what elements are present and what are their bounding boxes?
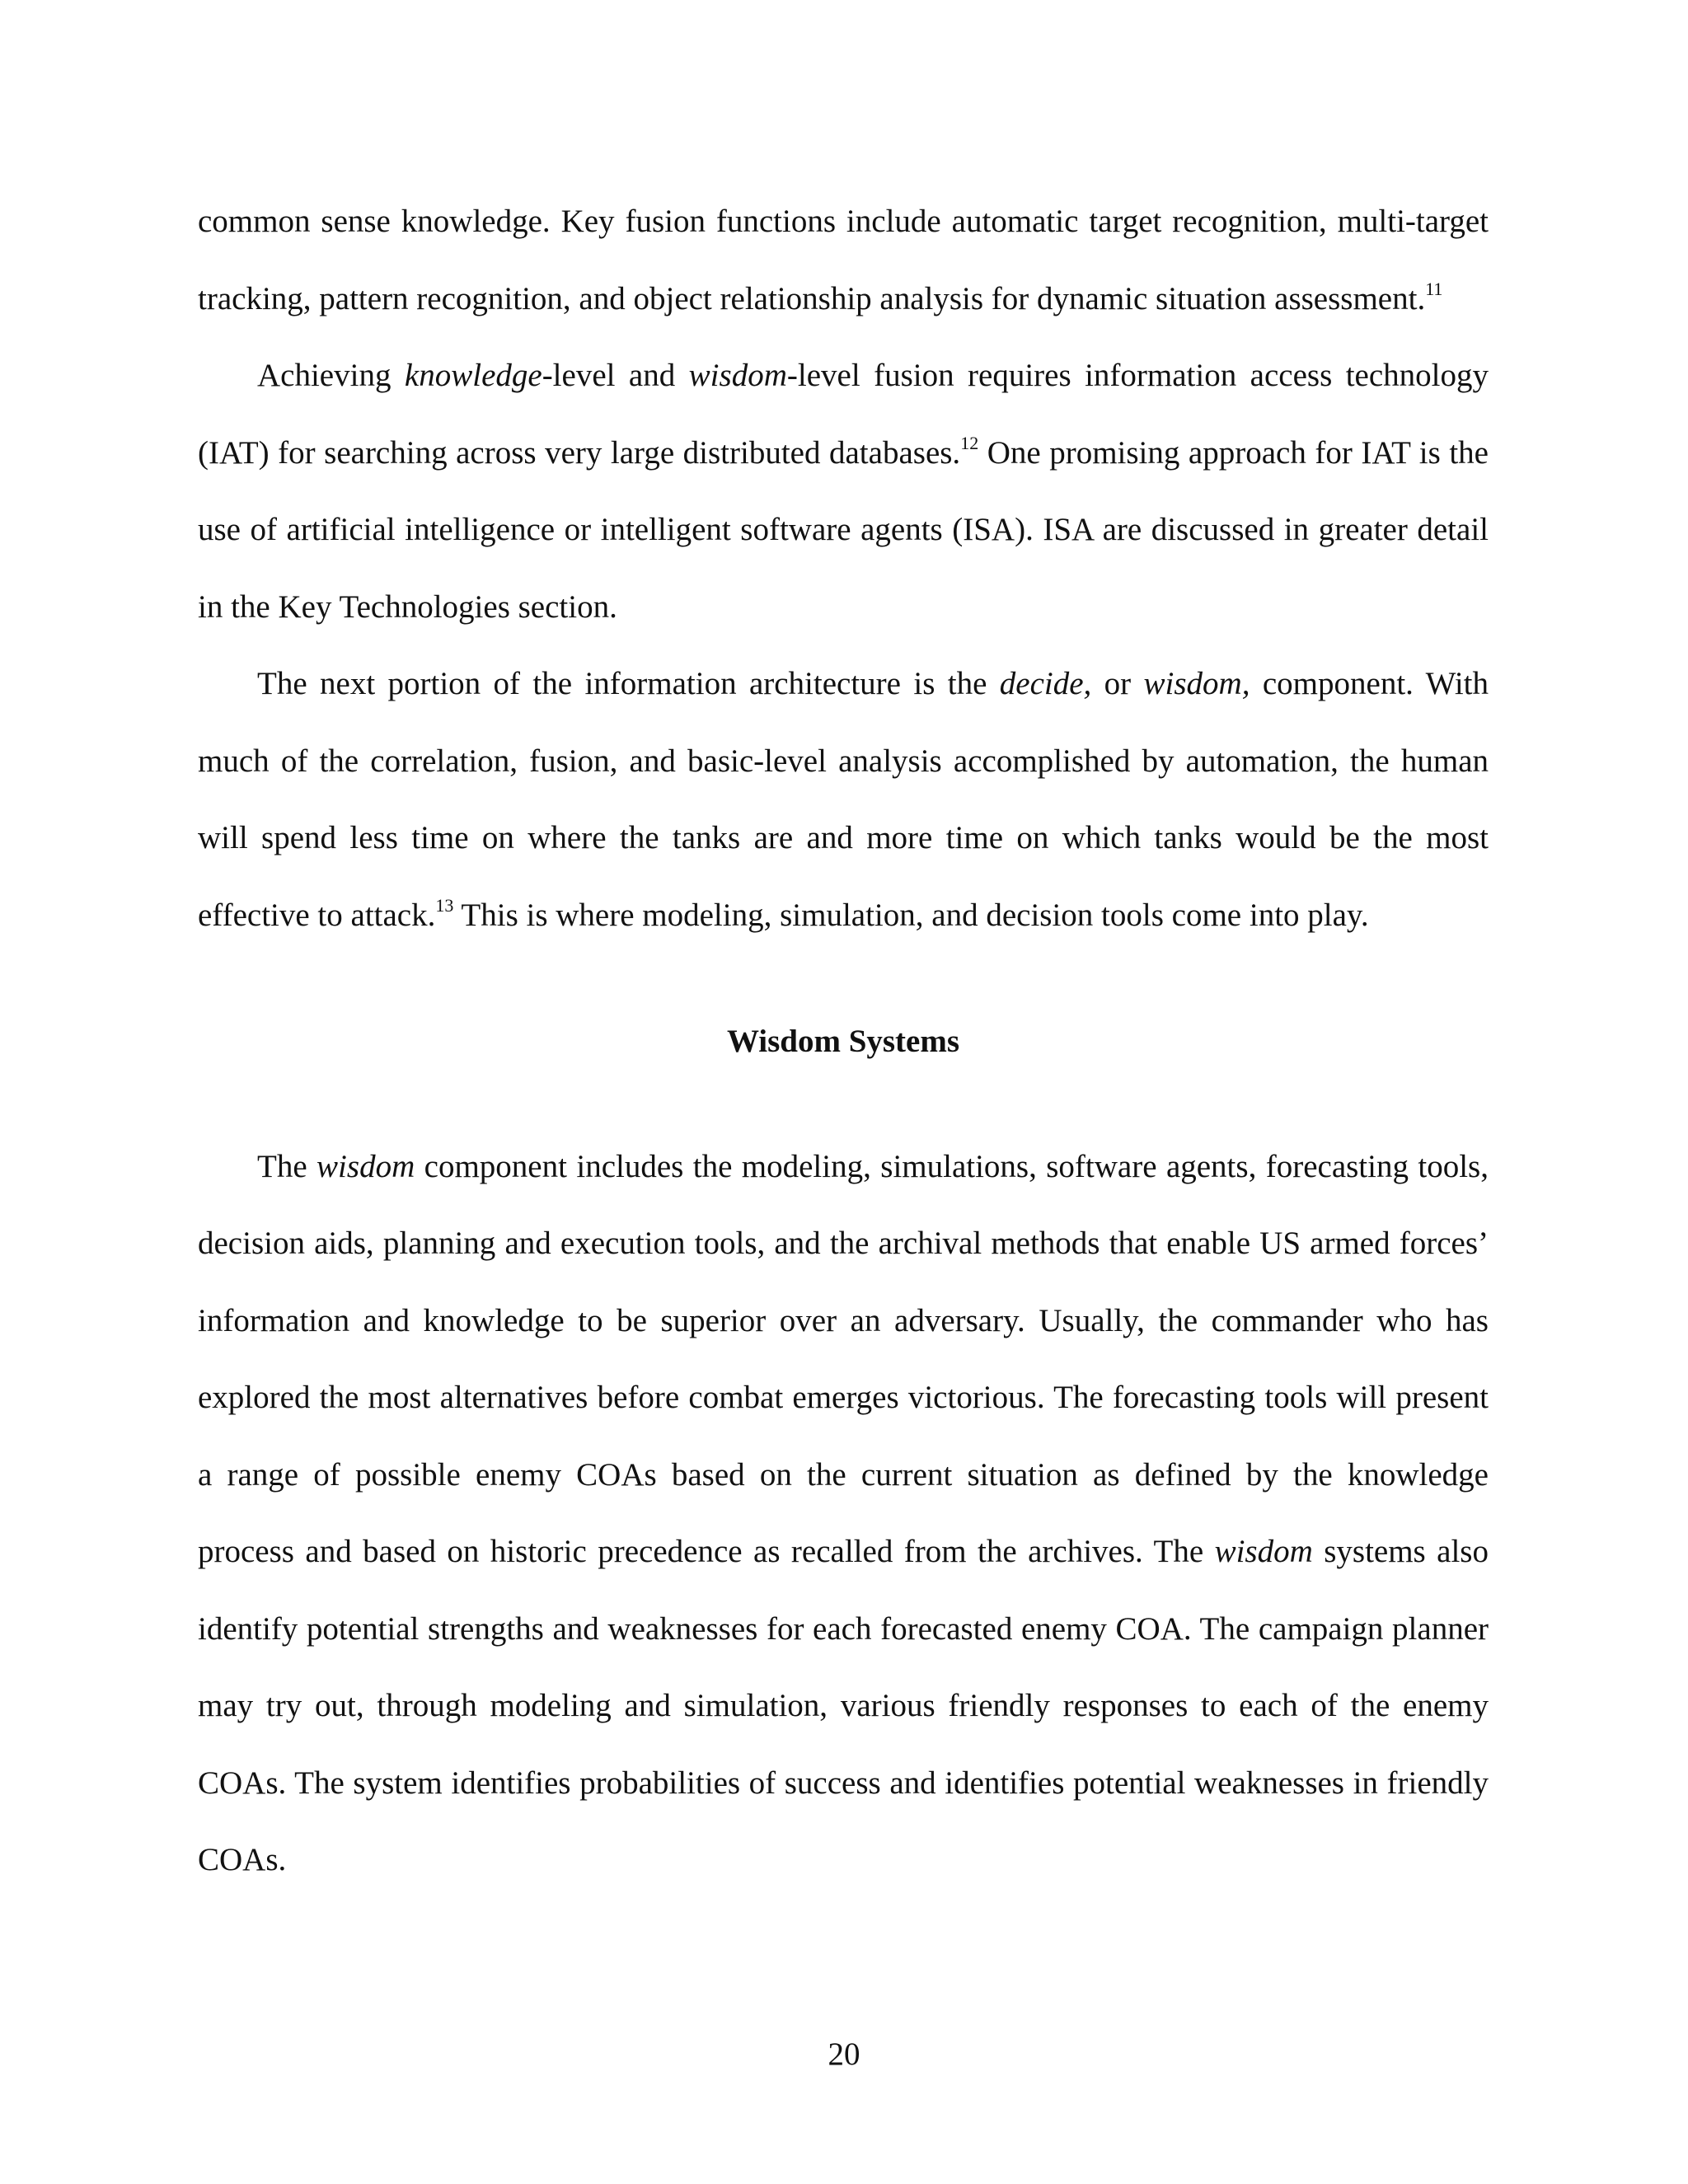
document-body — [198, 183, 1489, 1899]
footnote-ref-11: 11 — [1425, 278, 1443, 299]
section-heading: Wisdom Systems — [726, 1024, 960, 1059]
paragraph-2-text-3: -level fusion requires information access technology (IAT) for searching across very large distributed databases. — [198, 358, 1489, 471]
section-paragraph-1-text-1: The — [257, 1148, 317, 1184]
paragraph-3 — [198, 645, 1489, 954]
paragraph-3-emphasis-wisdom: wisdom, — [1143, 666, 1250, 701]
paragraph-2-emphasis-knowledge: knowledge — [404, 358, 542, 393]
paragraph-2-emphasis-wisdom: wisdom — [688, 358, 787, 393]
paragraph-2 — [198, 337, 1489, 645]
paragraph-3-text-1: The next portion of the information architecture is the — [257, 666, 1000, 701]
section-paragraph-1-text-3: systems also identify potential strengths and weaknesses for each forecasted enemy COA. The campaign planner may try out, through modeling and simulation, various friendly responses to each of the enemy COAs. The system identifies probabilities of success and identifies potential weaknesses in friendly COAs. — [198, 1534, 1489, 1877]
paragraph-3-text-4: This is where modeling, simulation, and decision tools come into play. — [453, 897, 1369, 933]
paragraph-3-text-3: component. With much of the correlation, fusion, and basic-level analysis accomplished by automation, the human will spend less time on where the tanks are and more time on which tanks would be the most effective to attack. — [198, 666, 1489, 933]
paragraph-2-text-2: -level and — [542, 358, 689, 393]
paragraph-3-emphasis-decide: decide, — [999, 666, 1092, 701]
section-paragraph-1-emphasis-wisdom-1: wisdom — [316, 1148, 415, 1184]
page-number: 20 — [828, 2036, 860, 2072]
section-paragraph-1-emphasis-wisdom-2: wisdom — [1214, 1534, 1313, 1569]
paragraph-1 — [198, 183, 1489, 337]
footnote-ref-12: 12 — [960, 432, 979, 453]
section-paragraph-1-text-2: component includes the modeling, simulations, software agents, forecasting tools, decision aids, planning and execution tools, and the archival methods that enable US armed forces’ information and knowledge to be superior over an adversary. Usually, the commander who has explored the most alternatives before combat emerges victorious. The forecasting tools will present a range of possible enemy COAs based on the current situation as defined by the knowledge process and based on historic precedence as recalled from the archives. The — [198, 1148, 1489, 1569]
section-paragraph-1 — [198, 1128, 1489, 1899]
paragraph-3-text-2: or — [1091, 666, 1144, 701]
footnote-ref-13: 13 — [435, 894, 454, 916]
paragraph-2-text-1: Achieving — [257, 358, 405, 393]
paragraph-2-text-4: One promising approach for IAT is the use of artificial intelligence or intelligent software agents (ISA). ISA are discussed in greater detail in the Key Technologies section. — [198, 434, 1489, 625]
paragraph-1-text-1: common sense knowledge. Key fusion functions include automatic target recognition, multi-target tracking, pattern recognition, and object relationship analysis for dynamic situation assessment. — [198, 204, 1489, 316]
